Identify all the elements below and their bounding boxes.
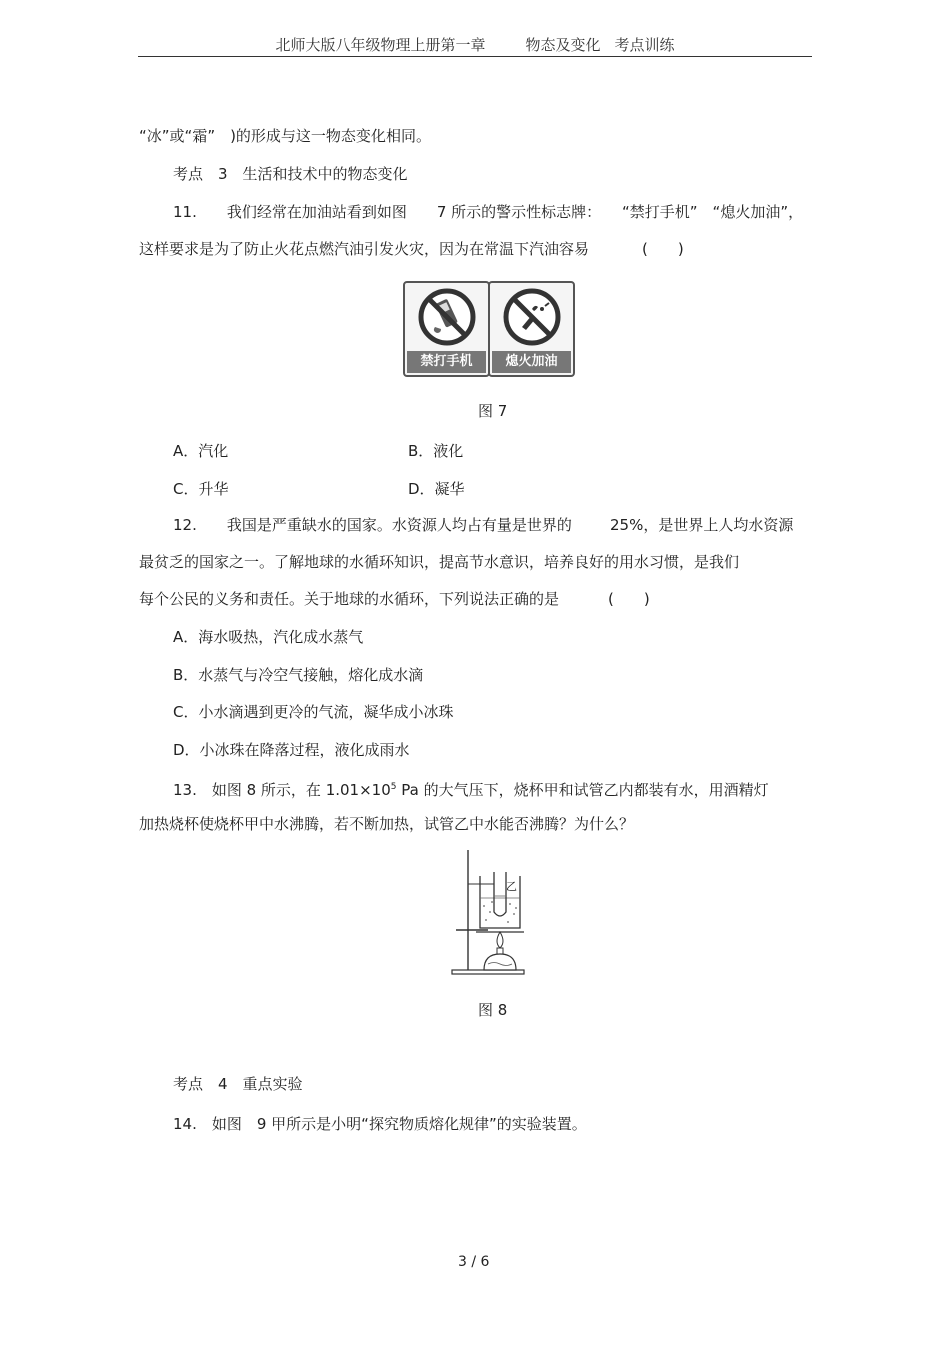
q13-exponent: 5 (390, 782, 397, 792)
q11-text-quotes: “禁打手机” “熄火加油”， (622, 203, 804, 221)
section-heading-3: 考点 3 生活和技术中的物态变化 (173, 165, 408, 183)
sign-engine-off-label: 熄火加油 (492, 351, 571, 373)
header-title-3: 考点训练 (614, 36, 675, 54)
q13-text-2: 加热烧杯使烧杯甲中水沸腾，若不断加热，试管乙中水能否沸腾？为什么？ (139, 815, 635, 833)
text-line: “冰”或“霜” )的形成与这一物态变化相同。 (139, 127, 431, 145)
q11-option-c: C．升华 (173, 480, 229, 498)
q13-text-a: 13. 如图 8 所示，在 1.01×10 (173, 781, 391, 799)
q12-option-a: A．海水吸热，汽化成水蒸气 (173, 628, 364, 646)
q12-option-c: C．小水滴遇到更冷的气流，凝华成小冰珠 (173, 703, 454, 721)
figure7-caption: 图 7 (478, 402, 508, 420)
no-phone-icon (413, 287, 481, 351)
q12-option-b: B．水蒸气与冷空气接触，熔化成水滴 (173, 666, 424, 684)
q12-text-3: 每个公民的义务和责任。关于地球的水循环，下列说法正确的是 (139, 590, 560, 608)
q12-option-d: D．小冰珠在降落过程，液化成雨水 (173, 741, 410, 759)
sign-engine-off (488, 281, 575, 377)
tube-label: 乙 (506, 881, 517, 893)
header-rule (138, 56, 812, 57)
q13-text (173, 777, 769, 800)
sign-no-phone-label: 禁打手机 (407, 351, 486, 373)
q11-text: 11. 我们经常在加油站看到如图 7 所示的警示性标志牌： (173, 203, 602, 221)
section-heading-4: 考点 4 重点实验 (173, 1075, 303, 1093)
q11-text-2: 这样要求是为了防止火花点燃汽油引发火灾，因为在常温下汽油容易 (139, 240, 590, 258)
sign-no-phone (403, 281, 490, 377)
header-title-1: 北师大版八年级物理上册第一章 (275, 36, 486, 54)
q12-answer-paren: ( ) (608, 590, 650, 608)
page-number: 3 / 6 (458, 1254, 490, 1270)
figure8-apparatus (448, 848, 528, 984)
q12-text: 12. 我国是严重缺水的国家。水资源人均占有量是世界的 (173, 516, 572, 534)
q14-text: 14. 如图 9 甲所示是小明“探究物质熔化规律”的实验装置。 (173, 1115, 587, 1133)
figure8-caption: 图 8 (478, 1001, 508, 1019)
q11-option-b: B．液化 (408, 442, 464, 460)
q13-text-b: Pa 的大气压下，烧杯甲和试管乙内都装有水，用酒精灯 (396, 781, 769, 799)
q12-text-b: 25%，是世界上人均水资源 (610, 516, 794, 534)
q11-answer-paren: ( ) (642, 240, 684, 258)
q12-text-2: 最贫乏的国家之一。了解地球的水循环知识，提高节水意识，培养良好的用水习惯，是我们 (139, 553, 740, 571)
q11-option-d: D．凝华 (408, 480, 465, 498)
no-refuel-engine-icon (498, 287, 566, 351)
q11-option-a: A．汽化 (173, 442, 229, 460)
header-title-2: 物态及变化 (525, 36, 601, 54)
page-header (0, 34, 950, 55)
boiling-apparatus-diagram (448, 848, 528, 980)
